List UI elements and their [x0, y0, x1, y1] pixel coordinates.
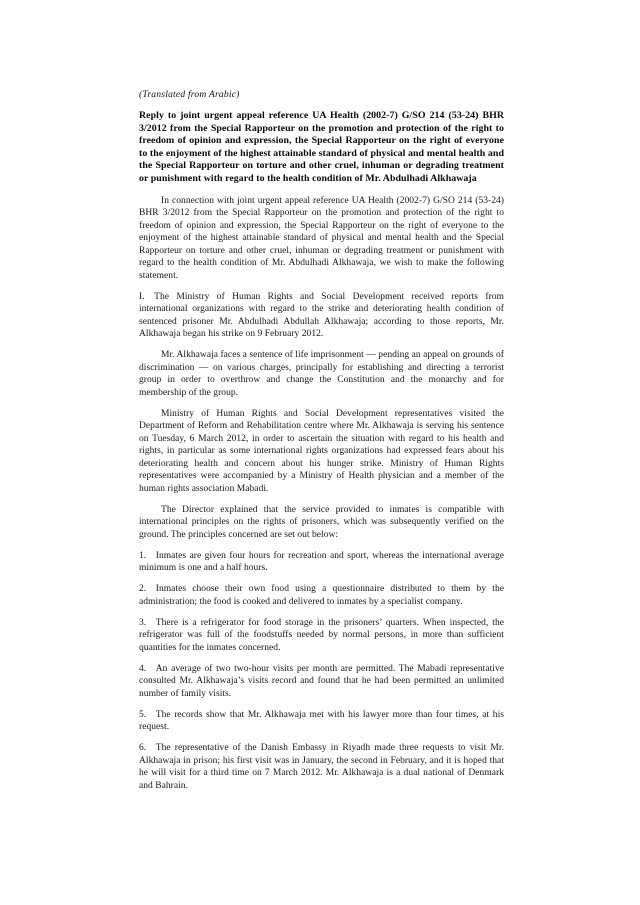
paragraph-principle-5: 5. The records show that Mr. Alkhawaja met with his lawyer more than four times, at his request. — [139, 709, 504, 733]
paragraph-principle-2: 2. Inmates choose their own food using a questionnaire distributed to them by the administration; the food is cooked and delivered to inmates by a specialist company. — [139, 584, 504, 607]
paragraph-principle-4: 4. An average of two two-hour visits per month are permitted. The Mabadi representative consulted Mr. Alkhawaja’s visits record and found that he had been permitted an unlimited number of family visits. — [139, 663, 504, 699]
document-text-column — [139, 88, 504, 801]
document-body — [139, 195, 504, 793]
paragraph-principle-3: 3. There is a refrigerator for food storage in the prisoners’ quarters. When inspected, the refrigerator was full of the foodstuffs needed by normal persons, in more than sufficient quantities for the inmates concerned. — [139, 617, 504, 653]
paragraph-director-para: The Director explained that the service provided to inmates is compatible with international principles on the rights of prisoners, which was subsequently verified on the ground. The principles concerned are set out below: — [139, 504, 504, 540]
paragraph-sentence-para: Mr. Alkhawaja faces a sentence of life imprisonment — pending an appeal on grounds of discrimination — on various charges, principally for establishing and directing a terrorist group in order to overthrow and change the Constitution and the monarchy and for membership of the group. — [139, 350, 504, 398]
paragraph-visit-para: Ministry of Human Rights and Social Development representatives visited the Department of Reform and Rehabilitation centre where Mr. Alkhawaja is serving his sentence on Tuesday, 6 March 2012, in order to ascertain the situation with regard to his health and rights, in particular as some international rights organizations had expressed fears about his deteriorating health and concern about his hunger strike. Ministry of Human Rights representatives were accompanied by a Ministry of Health physician and a member of the human rights association Mabadi. — [139, 408, 504, 494]
translation-note: (Translated from Arabic) — [139, 89, 240, 100]
paragraph-principle-6: 6. The representative of the Danish Embassy in Riyadh made three requests to visit Mr. Alkhawaja in prison; his first visit was in January, the second in February, and it is hoped that he will visit for a third time on 7 March 2012. Mr. Alkhawaja is a dual national of Denmark and Bahrain. — [139, 743, 504, 791]
paragraph-section-I: I. The Ministry of Human Rights and Social Development received reports from international organizations with regard to the strike and deteriorating health condition of sentenced prisoner Mr. Abdulhadi Abdullah Alkhawaja; according to those reports, Mr. Alkhawaja began his strike on 9 February 2012. — [139, 291, 504, 340]
paragraph-intro: In connection with joint urgent appeal reference UA Health (2002-7) G/SO 214 (53-24) BHR 3/2012 from the Special Rapporteur on the promotion and protection of the right to freedom of opinion and expression, the Special Rapporteur on the right of everyone to the enjoyment of the highest attainable standard of physical and mental health and the Special Rapporteur on torture and other cruel, inhuman or degrading treatment or punishment with regard to the health condition of Mr. Abdulhadi Alkhawaja, we wish to make the following statement. — [139, 195, 504, 281]
paragraph-principle-1: 1. Inmates are given four hours for recreation and sport, whereas the international average minimum is one and a half hours. — [139, 550, 504, 574]
document-title: Reply to joint urgent appeal reference UA Health (2002-7) G/SO 214 (53-24) BHR 3/2012 from the Special Rapporteur on the promotion and protection of the right to freedom of opinion and expression, the Special Rapporteur on the right of everyone to the enjoyment of the highest attainable standard of physical and mental health and the Special Rapporteur on torture and other cruel, inhuman or degrading treatment or punishment with regard to the health condition of Mr. Abdulhadi Alkhawaja — [139, 110, 504, 184]
